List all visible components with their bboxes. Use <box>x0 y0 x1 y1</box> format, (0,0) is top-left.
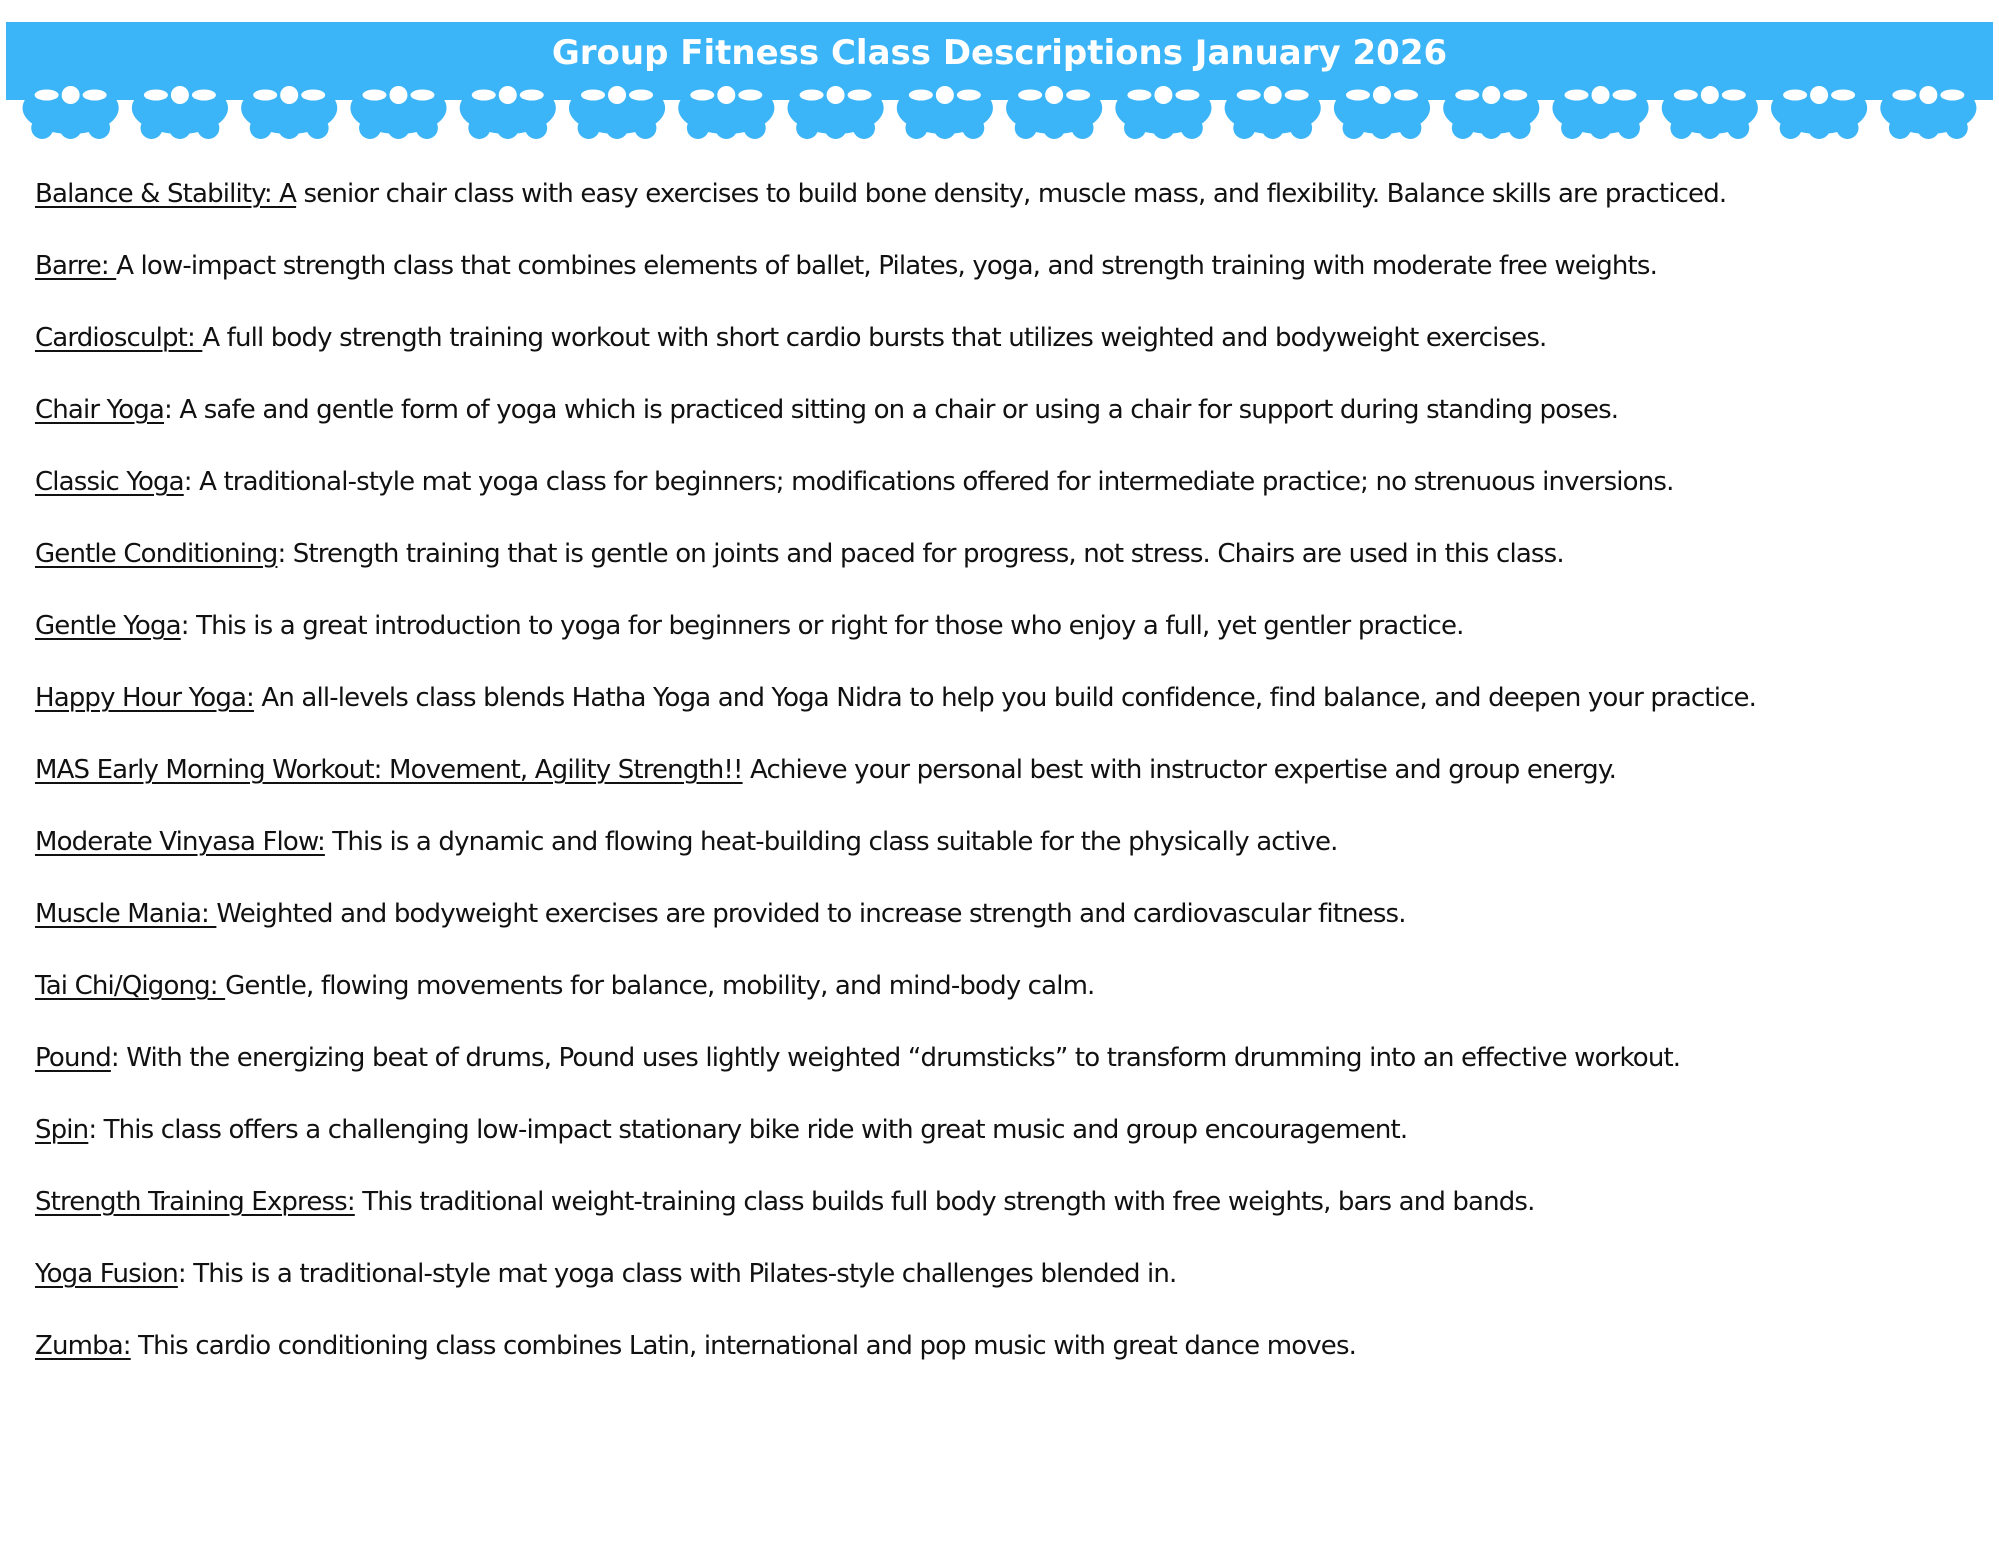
class-description-item <box>35 1250 1975 1322</box>
class-description: Achieve your personal best with instructor expertise and group energy. <box>742 755 1617 785</box>
class-name: Gentle Yoga <box>35 611 181 641</box>
class-description-item <box>35 674 1975 746</box>
class-name: Chair Yoga <box>35 395 165 425</box>
class-description: Gentle, flowing movements for balance, mobility, and mind-body calm. <box>225 971 1095 1001</box>
class-description-item <box>35 314 1975 386</box>
class-name-separator: : <box>177 1259 186 1289</box>
class-description: A safe and gentle form of yoga which is practiced sitting on a chair or using a chair for support during standing poses. <box>171 395 1619 425</box>
class-description: A traditional-style mat yoga class for beginners; modifications offered for intermediate practice; no strenuous inversions. <box>191 467 1674 497</box>
class-description-item <box>35 170 1975 242</box>
lace-scallop <box>569 82 665 139</box>
class-description: senior chair class with easy exercises to build bone density, muscle mass, and flexibility. Balance skills are practiced. <box>296 179 1727 209</box>
page-title: Group Fitness Class Descriptions January 2026 <box>551 33 1448 73</box>
lace-scallop <box>1115 82 1211 139</box>
class-name: Barre: <box>35 251 117 281</box>
lace-scallop <box>132 82 228 139</box>
class-name: Yoga Fusion <box>35 1259 178 1289</box>
class-name: Spin <box>35 1115 89 1145</box>
class-description-item <box>35 962 1975 1034</box>
class-name: Happy Hour Yoga: <box>35 683 254 713</box>
class-description-item <box>35 1106 1975 1178</box>
lace-scallop <box>241 82 337 139</box>
class-description-item <box>35 602 1975 674</box>
class-name-separator: : <box>180 611 189 641</box>
class-description-item <box>35 746 1975 818</box>
header-banner <box>6 22 1993 140</box>
class-name-separator: : <box>277 539 286 569</box>
class-description: Weighted and bodyweight exercises are provided to increase strength and cardiovascular fitness. <box>216 899 1406 929</box>
class-description-item <box>35 890 1975 962</box>
class-description-item <box>35 1034 1975 1106</box>
lace-scallop <box>460 82 556 139</box>
class-name: MAS Early Morning Workout: Movement, Agility Strength!! <box>35 755 743 785</box>
lace-scallop <box>1334 82 1430 139</box>
class-description-item <box>35 386 1975 458</box>
lace-scallop <box>1225 82 1321 139</box>
lace-scallop <box>678 82 774 139</box>
lace-scallop <box>1443 82 1539 139</box>
class-description-item <box>35 1322 1975 1394</box>
class-description: This traditional weight-training class builds full body strength with free weights, bars and bands. <box>354 1187 1535 1217</box>
class-description: An all-levels class blends Hatha Yoga and Yoga Nidra to help you build confidence, find balance, and deepen your practice. <box>253 683 1757 713</box>
class-name-separator: : <box>88 1115 97 1145</box>
class-description-item <box>35 818 1975 890</box>
lace-scallop <box>1006 82 1102 139</box>
class-description: With the energizing beat of drums, Pound uses lightly weighted “drumsticks” to transform drumming into an effective workout. <box>118 1043 1681 1073</box>
class-description: This is a dynamic and flowing heat-building class suitable for the physically active. <box>324 827 1338 857</box>
class-description-item <box>35 1178 1975 1250</box>
class-name: Tai Chi/Qigong: <box>35 971 226 1001</box>
class-name: Classic Yoga <box>35 467 184 497</box>
lace-scallop <box>23 82 119 139</box>
lace-scallop <box>897 82 993 139</box>
lace-scallop <box>1662 82 1758 139</box>
class-description: This class offers a challenging low-impact stationary bike ride with great music and group encouragement. <box>96 1115 1408 1145</box>
class-description-item <box>35 242 1975 314</box>
class-name: Pound <box>35 1043 111 1073</box>
class-name: Zumba: <box>35 1331 131 1361</box>
lace-scallop <box>350 82 446 139</box>
lace-scallop <box>1880 82 1976 139</box>
class-name-separator: : <box>164 395 172 425</box>
class-description: This is a great introduction to yoga for beginners or right for those who enjoy a full, yet gentler practice. <box>188 611 1464 641</box>
class-name: Cardiosculpt: <box>35 323 203 353</box>
class-description-item <box>35 530 1975 602</box>
class-description: A full body strength training workout with short cardio bursts that utilizes weighted and bodyweight exercises. <box>202 323 1547 353</box>
class-name: Moderate Vinyasa Flow: <box>35 827 325 857</box>
class-name: Balance & Stability: A <box>35 179 297 209</box>
class-name: Muscle Mania: <box>35 899 217 929</box>
class-description: This cardio conditioning class combines Latin, international and pop music with great dance moves. <box>130 1331 1357 1361</box>
lace-scallop <box>788 82 884 139</box>
lace-scallop <box>1771 82 1867 139</box>
class-name: Gentle Conditioning <box>35 539 278 569</box>
class-name: Strength Training Express: <box>35 1187 355 1217</box>
class-description: This is a traditional-style mat yoga class with Pilates-style challenges blended in. <box>185 1259 1177 1289</box>
lace-scallop <box>1552 82 1648 139</box>
class-name-separator: : <box>183 467 192 497</box>
class-description: Strength training that is gentle on joints and paced for progress, not stress. Chairs are used in this class. <box>285 539 1564 569</box>
class-name-separator: : <box>110 1043 119 1073</box>
class-description: A low-impact strength class that combines elements of ballet, Pilates, yoga, and strength training with moderate free weights. <box>116 251 1658 281</box>
class-description-item <box>35 458 1975 530</box>
class-descriptions-list <box>35 170 1975 1394</box>
